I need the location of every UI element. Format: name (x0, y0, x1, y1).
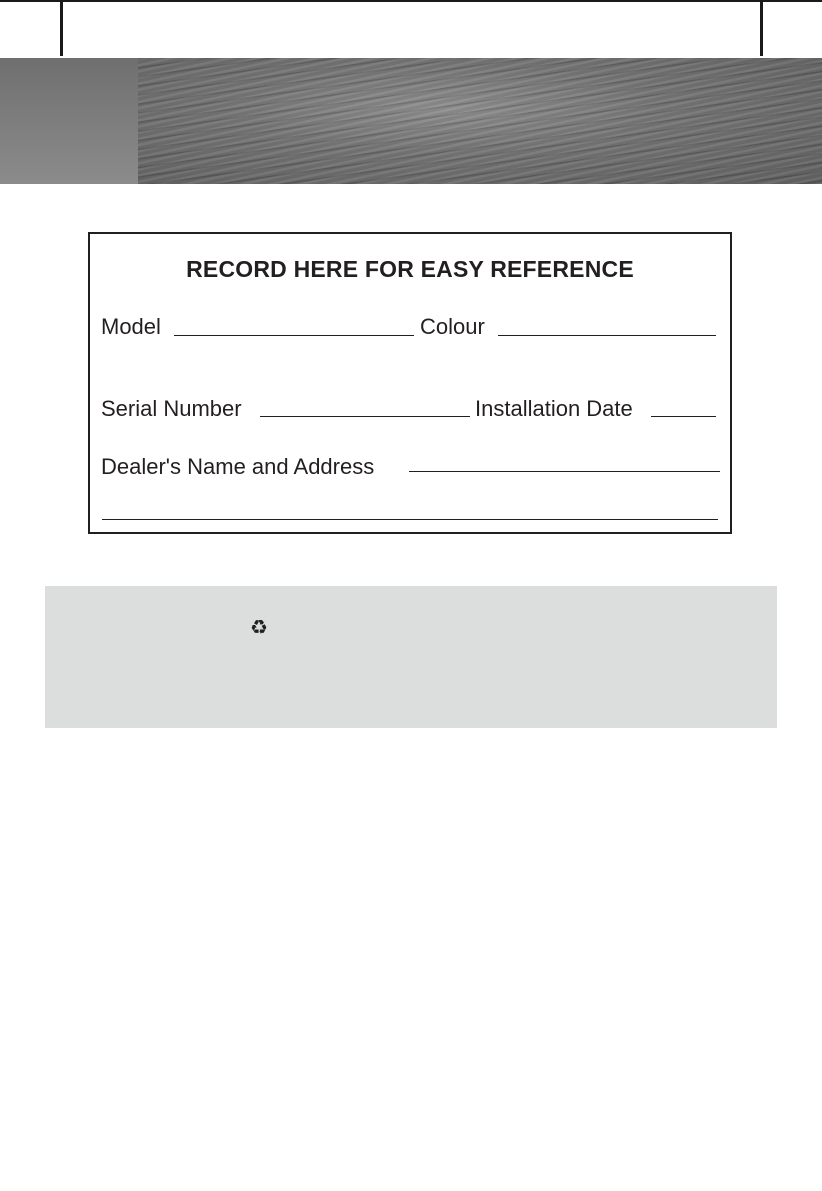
header-banner (0, 58, 822, 184)
colour-label: Colour (420, 314, 485, 339)
banner-texture (138, 58, 822, 184)
dealer-label: Dealer's Name and Address (101, 454, 375, 479)
model-label: Model (101, 314, 161, 339)
colour-field[interactable] (498, 335, 716, 336)
dealer-field[interactable] (409, 471, 720, 472)
banner-tab (0, 58, 138, 184)
installation-date-field[interactable] (651, 416, 716, 417)
info-panel (45, 586, 777, 728)
record-box (88, 232, 732, 534)
top-rule (0, 0, 822, 2)
installation-date-label: Installation Date (475, 396, 633, 421)
recycle-icon: ♻ (250, 615, 268, 639)
crop-mark-right (760, 0, 763, 56)
dealer-address-field[interactable] (102, 519, 718, 520)
model-field[interactable] (174, 335, 414, 336)
serial-number-field[interactable] (260, 416, 470, 417)
serial-number-label: Serial Number (101, 396, 242, 421)
crop-mark-left (60, 0, 63, 56)
record-title: RECORD HERE FOR EASY REFERENCE (186, 256, 634, 282)
